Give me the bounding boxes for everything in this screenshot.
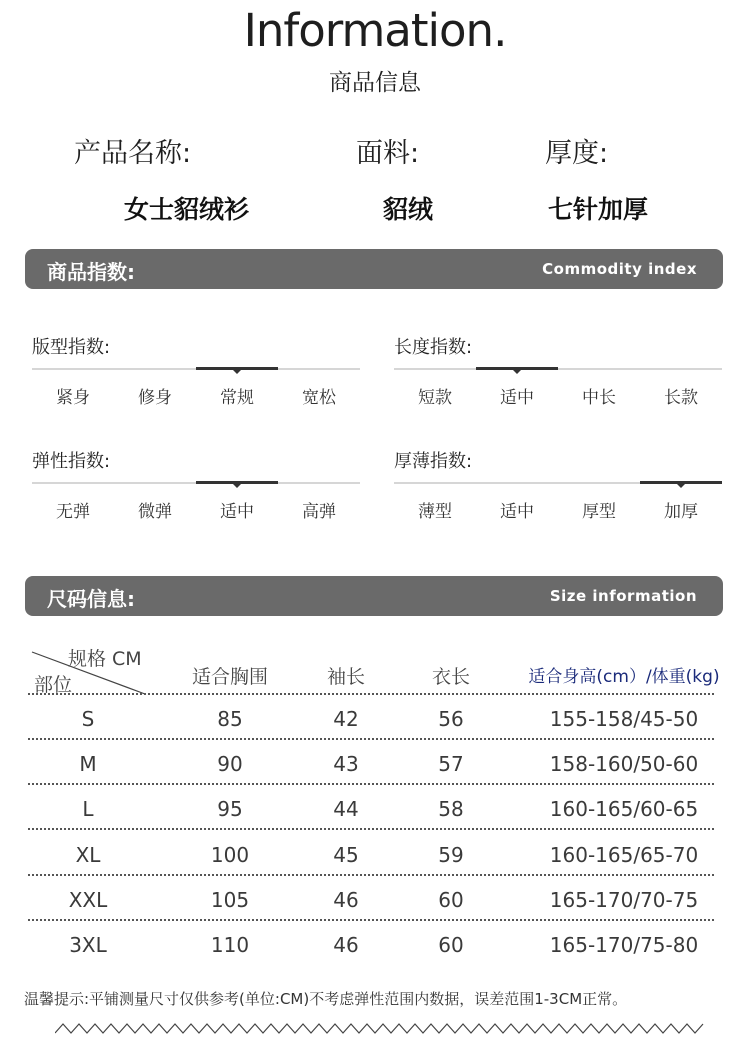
decorative-wave	[55, 1022, 705, 1036]
index-selected-pointer	[677, 484, 685, 488]
table-cell: 45	[333, 842, 359, 867]
thickness-value: 七针加厚	[548, 195, 649, 224]
index-option: 长款	[664, 388, 698, 408]
table-cell: 160-165/60-65	[549, 797, 699, 822]
table-cell: 160-165/65-70	[549, 842, 699, 867]
table-cell: 100	[210, 842, 250, 867]
table-cell: 43	[333, 752, 359, 777]
row-separator	[28, 693, 714, 695]
index-option: 修身	[138, 388, 172, 408]
row-separator	[28, 828, 714, 830]
index-option: 微弹	[138, 502, 172, 522]
index-option: 适中	[220, 502, 254, 522]
index-option: 高弹	[302, 502, 336, 522]
index-option: 中长	[582, 388, 616, 408]
index-selected-pointer	[233, 484, 241, 488]
index-label: 厚薄指数:	[394, 451, 473, 472]
size-cell: 3XL	[69, 933, 107, 957]
table-cell: 59	[438, 842, 464, 867]
header-chest: 适合胸围	[191, 666, 268, 688]
index-option: 无弹	[56, 502, 90, 522]
table-cell: 56	[438, 707, 464, 731]
table-cell: 60	[438, 933, 464, 957]
index-selected-pointer	[513, 370, 521, 374]
fabric-value: 貂绒	[383, 195, 434, 224]
header-length: 衣长	[431, 666, 470, 688]
product-name-label: 产品名称:	[74, 138, 192, 169]
index-option: 常规	[220, 388, 254, 408]
product-name-value: 女士貂绒衫	[124, 195, 250, 224]
index-option: 适中	[500, 388, 534, 408]
size-cell: L	[82, 797, 94, 822]
thickness-label: 厚度:	[545, 138, 609, 169]
table-cell: 58	[438, 797, 464, 822]
table-cell: 165-170/70-75	[549, 887, 699, 912]
page-title-zh: 商品信息	[329, 70, 421, 96]
table-cell: 95	[217, 797, 243, 822]
table-cell: 105	[210, 887, 250, 912]
table-corner-diagonal	[30, 650, 150, 696]
table-cell: 90	[217, 752, 243, 777]
table-cell: 44	[333, 797, 359, 822]
index-option: 宽松	[302, 388, 336, 408]
row-separator	[28, 738, 714, 740]
index-label: 弹性指数:	[32, 451, 111, 472]
banner-title: 商品指数:	[47, 260, 135, 284]
table-cell: 155-158/45-50	[549, 707, 699, 731]
fabric-label: 面料:	[356, 138, 420, 169]
index-scale-line	[394, 368, 722, 370]
size-cell: XXL	[68, 887, 108, 912]
table-corner-bottom: 部位	[34, 674, 73, 696]
table-cell: 60	[438, 887, 464, 912]
table-cell: 57	[438, 752, 464, 777]
index-option: 加厚	[664, 502, 698, 522]
size-cell: M	[79, 752, 97, 777]
banner-subtitle: Size information	[549, 587, 697, 605]
index-selected-pointer	[233, 370, 241, 374]
measurement-note: 温馨提示:平铺测量尺寸仅供参考(单位:CM)不考虑弹性范围内数据，误差范围1-3CM正常。	[24, 990, 628, 1008]
commodity-index-banner	[25, 249, 723, 289]
index-option: 厚型	[582, 502, 616, 522]
index-label: 版型指数:	[32, 337, 111, 358]
header-sleeve: 袖长	[326, 666, 365, 688]
size-cell: S	[81, 707, 95, 731]
table-cell: 42	[333, 707, 359, 731]
header-height-weight: 适合身高(cm）/体重(kg)	[528, 667, 720, 687]
banner-subtitle: Commodity index	[542, 260, 697, 278]
table-corner-top: 规格 CM	[68, 648, 142, 670]
index-option: 短款	[418, 388, 452, 408]
size-cell: XL	[75, 842, 101, 867]
row-separator	[28, 783, 714, 785]
index-option: 紧身	[56, 388, 90, 408]
page-title-en: Information.	[243, 4, 507, 57]
table-cell: 110	[210, 933, 250, 957]
table-cell: 85	[217, 707, 243, 731]
row-separator	[28, 919, 714, 921]
table-cell: 46	[333, 933, 359, 957]
size-information-banner	[25, 576, 723, 616]
table-cell: 46	[333, 887, 359, 912]
table-cell: 158-160/50-60	[549, 752, 699, 777]
index-label: 长度指数:	[394, 337, 473, 358]
table-cell: 165-170/75-80	[549, 933, 699, 957]
index-option: 适中	[500, 502, 534, 522]
banner-title: 尺码信息:	[47, 587, 135, 611]
row-separator	[28, 874, 714, 876]
index-option: 薄型	[418, 502, 452, 522]
